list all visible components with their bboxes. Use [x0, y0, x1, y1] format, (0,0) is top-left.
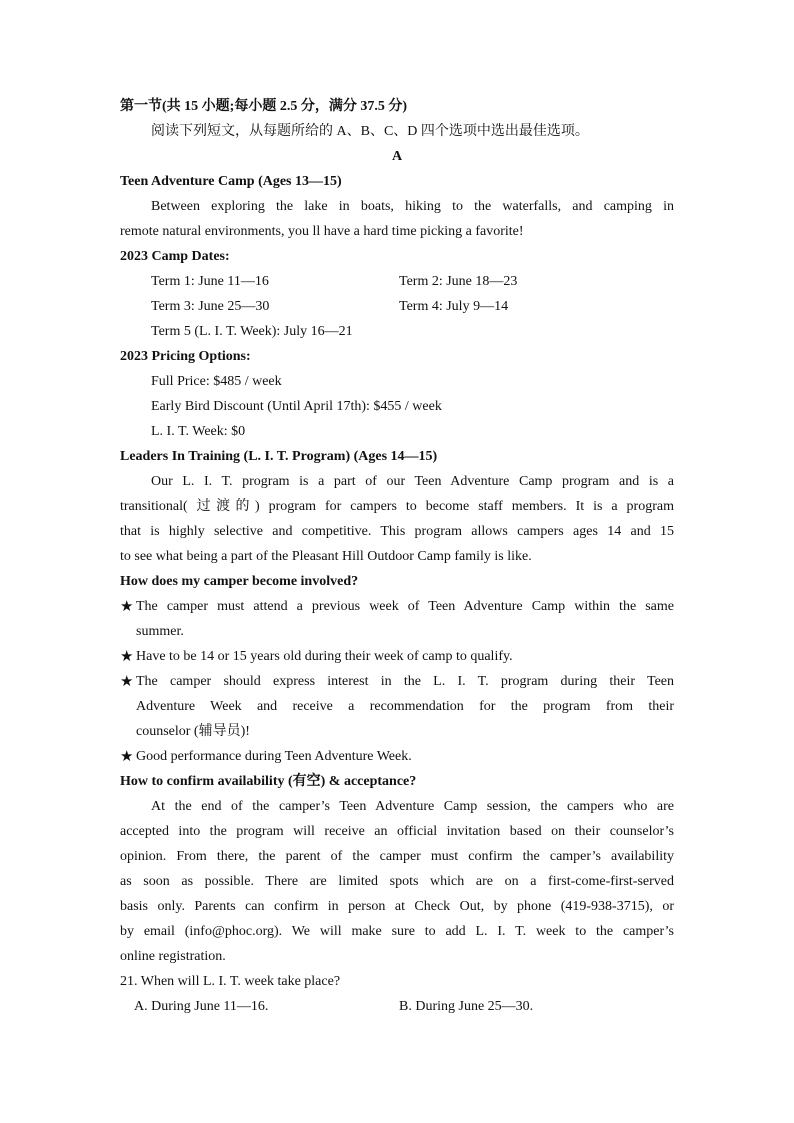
requirement-2: [120, 644, 674, 669]
question-21: 21. When will L. I. T. week take place?: [120, 974, 341, 989]
confirm-line-4: as soon as possible. There are limited spots which are on a first-come-first-served: [120, 874, 674, 889]
requirement-1: [120, 594, 674, 619]
document-page: [120, 94, 674, 1019]
confirm-line-3: opinion. From there, the parent of the camper must confirm the camper’s availability: [120, 849, 674, 864]
requirement-3: [120, 669, 674, 694]
requirement-3-line-2: Adventure Week and receive a recommendation for the program from their: [136, 699, 674, 714]
confirm-line-6: by email (info@phoc.org). We will make sure to add L. I. T. week to the camper’s: [120, 924, 674, 939]
question-21-options: [120, 994, 674, 1019]
requirement-3-line-1: The camper should express interest in the L. I. T. program during their Teen: [136, 674, 674, 689]
option-a: A. During June 11—16.: [134, 999, 269, 1014]
confirm-line-2: accepted into the program will receive an official invitation based on their counselor’s: [120, 824, 674, 839]
requirement-4: [120, 744, 674, 769]
lit-line-3: that is highly selective and competitive. This program allows campers ages 14 and 15: [120, 524, 674, 539]
black-star-icon: ★: [120, 597, 134, 615]
term-2: Term 2: June 18—23: [399, 274, 518, 289]
requirement-4-text: Good performance during Teen Adventure Week.: [136, 749, 412, 764]
term-4: Term 4: July 9—14: [399, 299, 509, 314]
term-5: Term 5 (L. I. T. Week): July 16—21: [151, 324, 353, 339]
passage-letter: A: [391, 149, 403, 164]
dates-heading: 2023 Camp Dates:: [120, 249, 230, 264]
terms-row-1: [120, 269, 674, 294]
price-full: Full Price: $485 / week: [151, 374, 282, 389]
confirm-line-5: basis only. Parents can confirm in person at Check Out, by phone (419-938-3715), or: [120, 899, 674, 914]
term-3: Term 3: June 25—30: [151, 299, 270, 314]
price-lit-week: L. I. T. Week: $0: [151, 424, 246, 439]
terms-row-2: [120, 294, 674, 319]
lit-line-1: Our L. I. T. program is a part of our Teen Adventure Camp program and is a: [151, 474, 674, 489]
involved-heading: How does my camper become involved?: [120, 574, 359, 589]
price-early-bird: Early Bird Discount (Until April 17th): $455 / week: [151, 399, 442, 414]
option-b: B. During June 25—30.: [399, 999, 534, 1014]
lit-heading: Leaders In Training (L. I. T. Program) (Ages 14—15): [120, 449, 438, 464]
term-1: Term 1: June 11—16: [151, 274, 269, 289]
requirement-2-text: Have to be 14 or 15 years old during their week of camp to qualify.: [136, 649, 513, 664]
confirm-line-7: online registration.: [120, 949, 226, 964]
black-star-icon: ★: [120, 647, 134, 665]
lit-line-4: to see what being a part of the Pleasant Hill Outdoor Camp family is like.: [120, 549, 532, 564]
confirm-heading: How to confirm availability (有空) & acceptance?: [120, 774, 417, 789]
pricing-heading: 2023 Pricing Options:: [120, 349, 251, 364]
black-star-icon: ★: [120, 672, 134, 690]
requirement-1-line-1: The camper must attend a previous week of Teen Adventure Camp within the same: [136, 599, 674, 614]
section-header: 第一节(共 15 小题;每小题 2.5 分，满分 37.5 分): [120, 99, 407, 114]
intro-line-2: remote natural environments, you ll have a hard time picking a favorite!: [120, 224, 524, 239]
requirement-3-line-3: counselor (辅导员)!: [136, 724, 250, 739]
black-star-icon: ★: [120, 747, 134, 765]
requirement-1-line-2: summer.: [136, 624, 184, 639]
confirm-line-1: At the end of the camper’s Teen Adventure Camp session, the campers who are: [151, 799, 674, 814]
camp-title: Teen Adventure Camp (Ages 13—15): [120, 174, 342, 189]
instruction-text: 阅读下列短文，从每题所给的 A、B、C、D 四个选项中选出最佳选项。: [151, 124, 589, 139]
lit-line-2: transitional( 过渡的) program for campers to become staff members. It is a program: [120, 499, 674, 514]
intro-line-1: Between exploring the lake in boats, hiking to the waterfalls, and camping in: [151, 199, 674, 214]
